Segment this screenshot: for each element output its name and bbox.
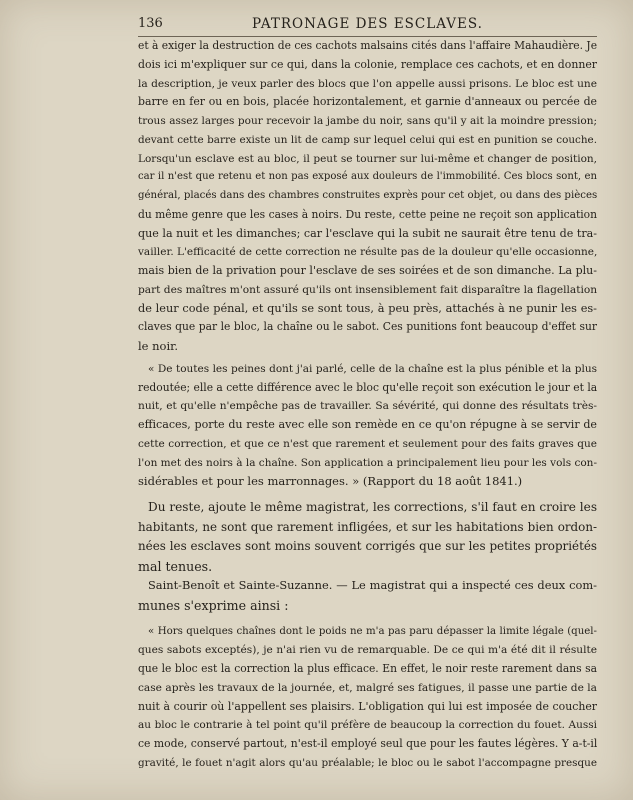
text-line: trous assez larges pour recevoir la jambe du noir, sans qu'il y ait la moindre pression;	[138, 115, 597, 127]
paragraph-communes	[138, 576, 597, 615]
text-line: munes s'exprime ainsi :	[138, 597, 289, 613]
text-line: devant cette barre existe un lit de camp sur lequel celui qui est en punition se couche.	[138, 133, 597, 146]
text-line: général, placés dans des chambres construites exprès pour cet objet, ou dans des pièces	[138, 190, 597, 201]
text-line: le noir.	[138, 339, 179, 353]
text-line: du même genre que les cases à noirs. Du reste, cette peine ne reçoit son application	[138, 207, 597, 221]
text-line: gravité, le fouet n'agit alors qu'au préalable; le bloc ou le sabot l'accompagne presque	[138, 756, 597, 769]
text-line: cette correction, et que ce n'est que rarement et seulement pour des faits graves que	[138, 437, 597, 450]
paragraph-magistrat-quote	[138, 623, 597, 773]
text-line: mais bien de la privation pour l'esclave de ses soirées et de son dimanche. La plu-	[138, 264, 597, 277]
text-line: Du reste, ajoute le même magistrat, les corrections, s'il faut en croire les	[148, 500, 597, 514]
text-line: nées les esclaves sont moins souvent corrigés que sur les petites propriétés	[138, 539, 597, 554]
page-number: 136	[138, 16, 163, 31]
text-line: au bloc le contrarie à tel point qu'il préfère de beaucoup la correction du fouet. Aussi	[138, 719, 597, 732]
text-line: Saint-Benoît et Sainte-Suzanne. — Le magistrat qui a inspecté ces deux com-	[148, 578, 597, 593]
text-line: Lorsqu'un esclave est au bloc, il peut se tourner sur lui-même et changer de position,	[138, 152, 597, 165]
text-line: nuit, et qu'elle n'empêche pas de travailler. Sa sévérité, qui donne des résultats très-	[138, 400, 597, 413]
text-line: efficaces, porte du reste avec elle son remède en ce qu'on répugne à se servir de	[138, 418, 597, 431]
running-title: PATRONAGE DES ESCLAVES.	[252, 16, 483, 32]
text-line: sidérables et pour les marronnages. » (Rapport du 18 août 1841.)	[138, 474, 523, 489]
text-line: case après les travaux de la journée, et, malgré ses fatigues, il passe une partie de la	[138, 681, 597, 694]
text-line: vailler. L'efficacité de cette correction ne résulte pas de la douleur qu'elle occasionne,	[138, 246, 597, 259]
page-body	[138, 37, 597, 773]
text-line: ce mode, conservé partout, n'est-il employé seul que pour les fautes légères. Y a-t-il	[138, 737, 597, 751]
text-line: nuit à courir où l'appellent ses plaisirs. L'obligation qui lui est imposée de coucher	[138, 699, 597, 713]
text-line: redoutée; elle a cette différence avec le bloc qu'elle reçoit son exécution le jour et la	[138, 380, 597, 394]
text-line: « De toutes les peines dont j'ai parlé, celle de la chaîne est la plus pénible et la plus	[148, 362, 597, 375]
text-line: et à exiger la destruction de ces cachots malsains cités dans l'affaire Mahaudière. Je	[138, 39, 597, 52]
text-line: claves que par le bloc, la chaîne ou le sabot. Ces punitions font beaucoup d'effet sur	[138, 320, 597, 334]
text-line: car il n'est que retenu et non pas exposé aux douleurs de l'immobilité. Ces blocs sont, en	[138, 171, 597, 183]
text-line: habitants, ne sont que rarement infligées, et sur les habitations bien ordon-	[138, 519, 597, 534]
paragraph-chaine	[138, 360, 597, 491]
text-line: ques sabots exceptés), je n'ai rien vu de remarquable. De ce qui m'a été dit il résulte	[138, 644, 597, 657]
text-line: dois ici m'expliquer sur ce qui, dans la colonie, remplace ces cachots, et en donner	[138, 57, 597, 71]
paragraph-corrections	[138, 498, 597, 576]
page-header	[138, 16, 597, 36]
text-line: « Hors quelques chaînes dont le poids ne m'a pas paru dépasser la limite légale (quel-	[148, 625, 597, 637]
text-line: l'on met des noirs à la chaîne. Son application a principalement lieu pour les vols con-	[138, 456, 597, 469]
text-line: la description, je veux parler des blocs que l'on appelle aussi prisons. Le bloc est une	[138, 77, 597, 90]
text-line: de leur code pénal, et qu'ils se sont tous, à peu près, attachés à ne punir les es-	[138, 301, 597, 315]
text-line: que la nuit et les dimanches; car l'esclave qui la subit ne saurait être tenu de tra-	[138, 226, 597, 240]
text-line: mal tenues.	[138, 558, 213, 574]
paragraph-blocs	[138, 37, 597, 356]
text-line: part des maîtres m'ont assuré qu'ils ont insensiblement fait disparaître la flagellation	[138, 283, 597, 296]
text-line: que le bloc est la correction la plus efficace. En effet, le noir reste rarement dans sa	[138, 662, 597, 676]
text-line: barre en fer ou en bois, placée horizontalement, et garnie d'anneaux ou percée de	[138, 95, 597, 109]
